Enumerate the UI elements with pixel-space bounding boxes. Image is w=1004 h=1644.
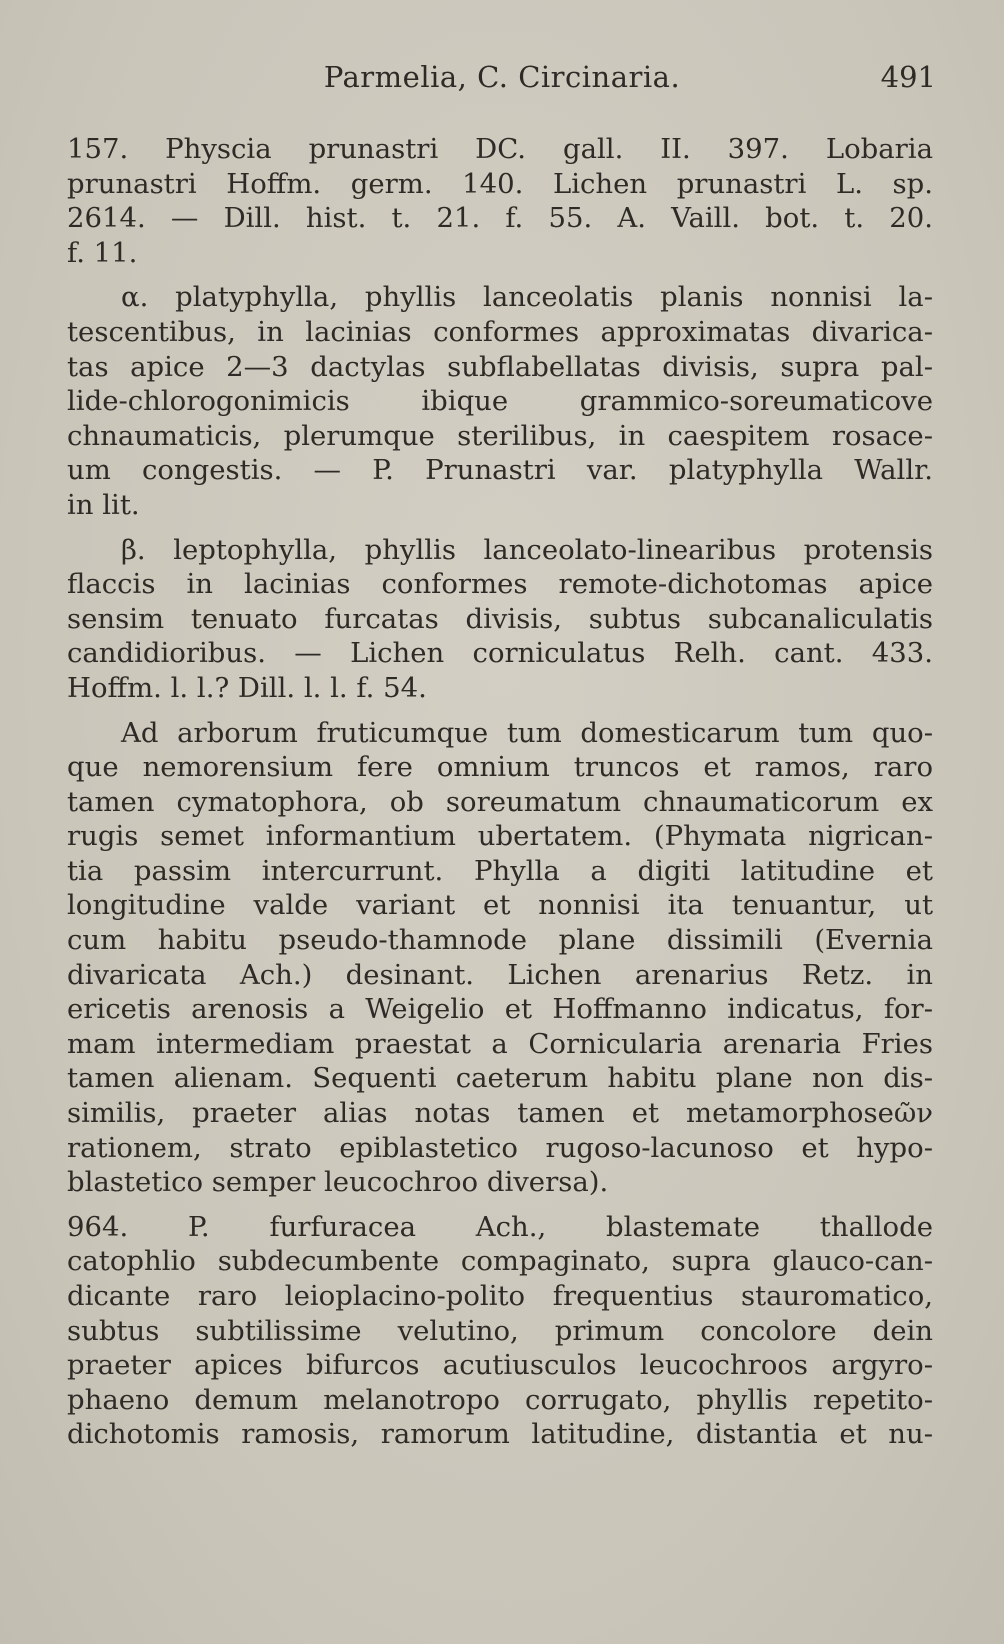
text-line: catophlio subdecumbente compaginato, supra glauco-can- — [67, 1245, 933, 1278]
text-line: β. leptophylla, phyllis lanceolato-linearibus protensis — [121, 533, 933, 566]
text-line: dichotomis ramosis, ramorum latitudine, distantia et nu- — [67, 1418, 933, 1451]
text-line: ericetis arenosis a Weigelio et Hoffmanno indicatus, for- — [67, 993, 933, 1026]
text-line: α. platyphylla, phyllis lanceolatis planis nonnisi la- — [121, 281, 933, 314]
text-line: prunastri Hoffm. germ. 140. Lichen prunastri L. sp. — [67, 167, 933, 200]
text-line: in lit. — [67, 488, 140, 521]
text-line: candidioribus. — Lichen corniculatus Relh. cant. 433. — [67, 637, 933, 670]
text-line: mam intermediam praestat a Cornicularia arenaria Fries — [67, 1027, 933, 1060]
text-line: rationem, strato epiblastetico rugoso-lacunoso et hypo- — [67, 1131, 933, 1164]
text-line: flaccis in lacinias conformes remote-dichotomas apice — [67, 568, 933, 601]
text-line: f. 11. — [67, 236, 138, 269]
text-line: tas apice 2—3 dactylas subflabellatas divisis, supra pal- — [67, 350, 933, 383]
page-header — [0, 56, 1004, 106]
text-line: sensim tenuato furcatas divisis, subtus subcanaliculatis — [67, 602, 933, 635]
habitat-paragraph — [67, 716, 933, 1200]
variety-beta — [67, 533, 933, 706]
text-line: praeter apices bifurcos acutiusculos leucochroos argyro- — [67, 1349, 933, 1382]
text-line: tescentibus, in lacinias conformes approximatas divarica- — [67, 315, 933, 348]
text-line: divaricata Ach.) desinant. Lichen arenarius Retz. in — [67, 958, 933, 991]
page-body — [67, 132, 933, 1462]
text-line: tamen cymatophora, ob soreumatum chnaumaticorum ex — [67, 785, 933, 818]
entry-964 — [67, 1210, 933, 1452]
text-line: cum habitu pseudo-thamnode plane dissimili (Evernia — [67, 924, 933, 957]
text-line: Hoffm. l. l.? Dill. l. l. f. 54. — [67, 671, 427, 704]
running-head: Parmelia, C. Circinaria. — [323, 60, 681, 94]
text-line: tamen alienam. Sequenti caeterum habitu plane non dis- — [67, 1062, 933, 1095]
entry-157-synonymy — [67, 132, 933, 270]
text-line: similis, praeter alias notas tamen et metamorphoseῶν — [67, 1097, 933, 1130]
text-line: 157. Physcia prunastri DC. gall. II. 397. Lobaria — [67, 133, 933, 165]
text-line: que nemorensium fere omnium truncos et ramos, raro — [67, 751, 933, 784]
text-line: dicante raro leioplacino-polito frequentius stauromatico, — [67, 1280, 933, 1312]
variety-alpha — [67, 280, 933, 522]
text-line: phaeno demum melanotropo corrugato, phyllis repetito- — [67, 1383, 933, 1416]
text-line: Ad arborum fruticumque tum domesticarum tum quo- — [121, 716, 933, 749]
text-line: longitudine valde variant et nonnisi ita tenuantur, ut — [67, 889, 933, 922]
text-line: rugis semet informantium ubertatem. (Phymata nigrican- — [67, 820, 933, 853]
text-line: blastetico semper leucochroo diversa). — [67, 1166, 609, 1199]
text-line: lide-chlorogonimicis ibique grammico-soreumaticove — [67, 385, 933, 418]
text-line: 2614. — Dill. hist. t. 21. f. 55. A. Vaill. bot. t. 20. — [67, 202, 933, 235]
text-line: um congestis. — P. Prunastri var. platyphylla Wallr. — [67, 454, 933, 487]
page-number: 491 — [880, 60, 936, 94]
text-line: chnaumaticis, plerumque sterilibus, in caespitem rosace- — [67, 419, 933, 452]
text-line: 964. P. furfuracea Ach., blastemate thallode — [67, 1210, 933, 1243]
text-line: tia passim intercurrunt. Phylla a digiti latitudine et — [67, 854, 933, 887]
text-line: subtus subtilissime velutino, primum concolore dein — [67, 1314, 933, 1347]
